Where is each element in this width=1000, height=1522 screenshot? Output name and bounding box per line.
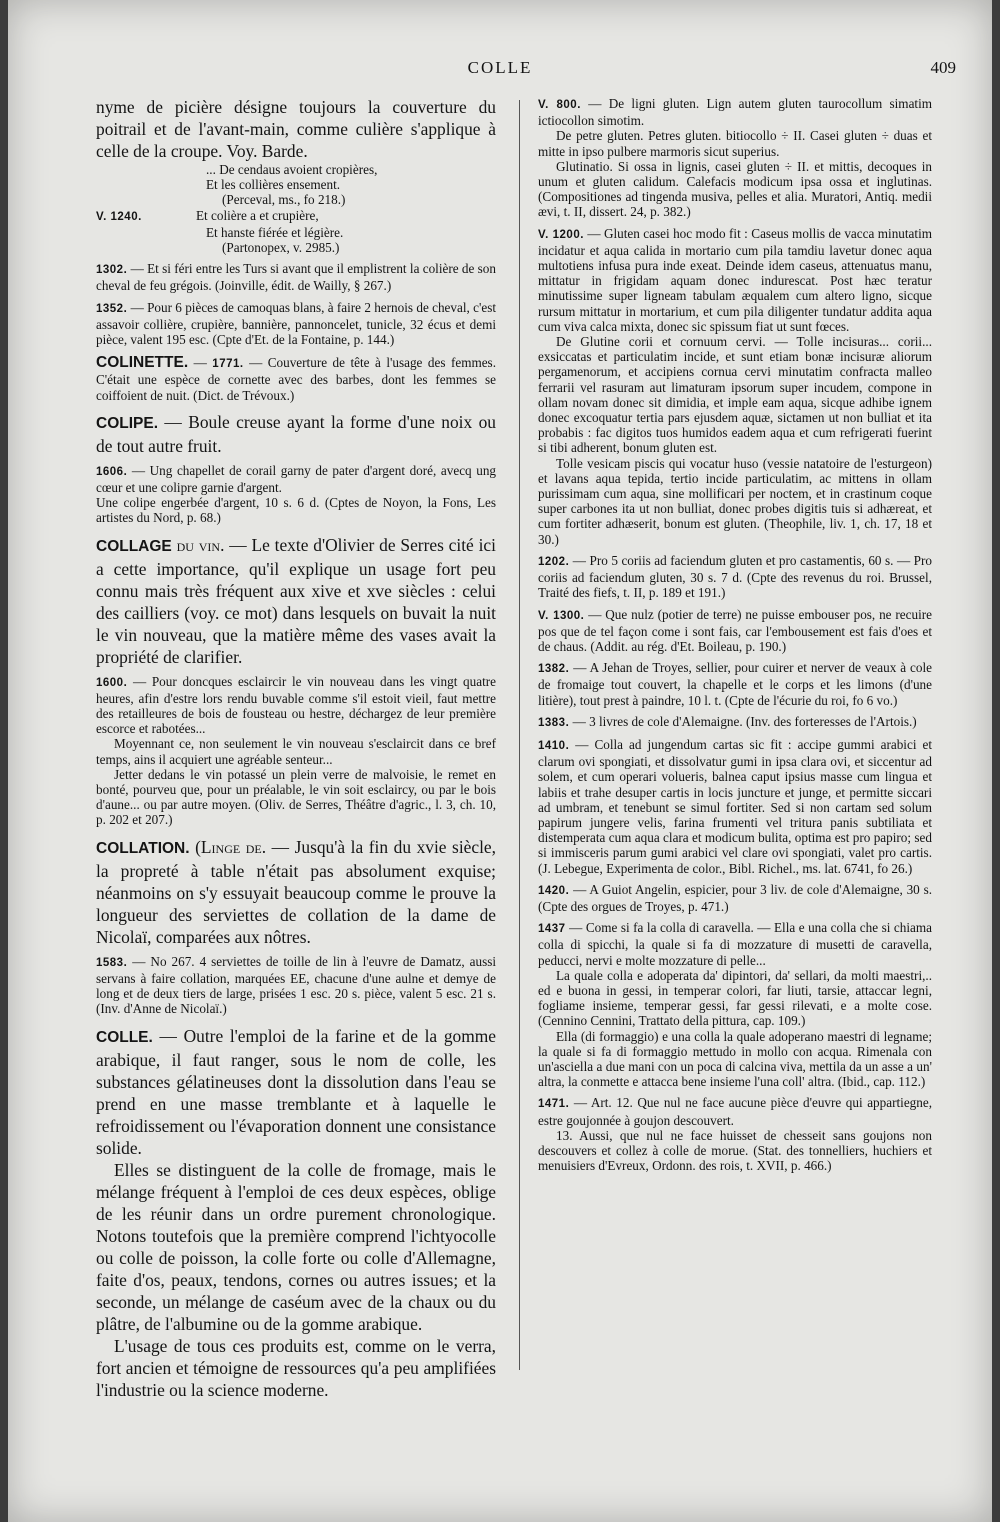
year-label: 1600. — [96, 676, 128, 689]
left-column — [96, 96, 496, 1401]
verse-line: V. 1240. Et colière a et crupière, — [96, 208, 496, 225]
page-number: 409 — [930, 58, 956, 77]
paragraph: La quale colla e adoperata da' dipintori, da' sellari, da molti maestri,.. ed e buona in gessi, in temperar colori, far liuti, tarsie, attaccar legni, fogliame insieme, temperar gessi, far gessi rilevati, e a molte cose. (Cennino Cennini, Trattato della pittura, cap. 109.) — [538, 967, 932, 1029]
entry-colle: COLLE. — Outre l'emploi de la farine et de la gomme arabique, il faut ranger, sous le nom de colle, les substances gélatineuses dont la dissolution dans l'eau se prend en une masse tremblante et à laquelle le refroidissement ou l'évaporation donnent une consistance solide. — [96, 1025, 496, 1158]
headword: COLIPE. — [96, 414, 159, 432]
paragraph: 13. Aussi, que nul ne face huisset de chesseit sans goujons non descouvers et collez à colle de morue. (Stat. des tonnelliers, huchiers et menuisiers d'Evreux, Ordonn. des rois, t. XVII, p. 466.) — [538, 1127, 932, 1174]
paragraph: De petre gluten. Petres gluten. bitiocollo ÷ II. Casei gluten ÷ duas et mitte in ipso pulbere marmoris sicut superius. — [538, 128, 932, 159]
paragraph: Ella (di formaggio) e una colla la quale adoperano maestri di legname; la quale si fa di formaggio mettudo in mollo con acqua. Rimenala con un'asciella a due mani con un poca di calcina viva, mettila da un asse a un' altra, la conmette e attacca bene insieme l'una coll' altra. (Ibid., cap. 112.) — [538, 1028, 932, 1090]
year-label: 1771. — [212, 358, 244, 371]
paragraph: Jetter dedans le vin potassé un plein verre de malvoisie, le remet en bonté, pourveu que, pour un préalable, le vin soit esclaircy, ou par le bois d'aune... ou par autre moyen. (Oliv. de Serres, Théâtre d'agric., l. 3, ch. 10, p. 202 et 207.) — [96, 766, 496, 828]
entry-1383: 1383. — 3 livres de cole d'Alemaigne. (Inv. des forteresses de l'Artois.) — [538, 713, 917, 729]
year-label: 1437 — [538, 923, 566, 936]
headword-sub: du vin. — [176, 534, 225, 555]
entry-1202: 1202. — Pro 5 coriis ad faciendum gluten et pro castamentis, 60 s. — Pro coriis ad faciendum gluten, 30 s. 7 d. (Cpte des revenus du roi. Brussel, Traité des fiefs, t. II, p. 189 et 191.) — [538, 552, 932, 601]
year-label: 1410. — [538, 739, 570, 752]
year-label: 1352. — [96, 302, 128, 315]
year-label: V. 800. — [538, 99, 581, 111]
entry-1600: 1600. — Pour doncques esclaircir le vin nouveau dans les vingt quatre heures, afin d'estre lors rendu buvable comme s'il estoit vieil, faut mettre des retailleures de bois de fousteau ou hestre, déchargez de leur première escorce et rabotées... — [96, 673, 496, 737]
year-label: 1420. — [538, 884, 570, 897]
column-divider — [519, 100, 520, 1370]
year-label: 1471. — [538, 1098, 570, 1111]
year-label: V. 1200. — [538, 228, 584, 241]
right-column — [538, 96, 932, 1173]
paragraph: L'usage de tous ces produits est, comme on le verra, fort ancien et témoigne de ressources qu'a peu amplifiées l'industrie ou la science moderne. — [96, 1335, 496, 1400]
paragraph: Glutinatio. Si ossa in lignis, casei gluten ÷ II. et mittis, decoques in unum et gluten calidum. Calefacis modicum ipsa ossa et inglutinas. (Compositiones ad tingenda musiva, pelles et alia. Muratori, Antiq. medii ævi, t. II, dissert. 24, p. 382.) — [538, 158, 932, 220]
entry-1420: 1420. — A Guiot Angelin, espicier, pour 3 liv. de cole d'Alemaigne, 30 s. (Cpte des orgues de Troyes, p. 471.) — [538, 881, 932, 914]
verse-line: ... De cendaus avoient cropières, — [206, 162, 378, 177]
year-label: 1606. — [96, 465, 128, 478]
verse-citation: (Perceval, ms., fo 218.) — [222, 192, 346, 208]
headword-sub: (Linge de. — [195, 836, 267, 857]
paragraph: Tolle vesicam piscis qui vocatur huso (vessie natatoire de l'esturgeon) et lavans aqua tepida, tertio incide particulatim, ac mittens in ollam purissimam cum aqua, sine mollificari per noctem, et in crastinum coque super carbones ita ut non bulliat, donec probes digitis tuis si adhæreat, et cum fortiter adhæserit, bonum est gluten. (Theophile, liv. 1, ch. 17, 18 et 30.) — [538, 455, 932, 547]
entry-1410: 1410. — Colla ad jungendum cartas sic fit : accipe gummi arabici et clarum ovi spongiati, et dissolvatur gumi in ipsa clara ovi, et siccentur ad solem, et cum operari volueris, balnea caput ipsius masse cum lingua et labiis et trahe desuper cartis in locis juncture et junge, et permitte siccari ad umbram, et tenebunt se simul fortiter. Sed si non cartam sed solum papirum jungere velis, farina frumenti vel tritura panis subtiliata et distemperata cum aqua clara et modicum bulita, optima est pro papiro; sed si immisceris parum gumi arabici vel clare ovi spongiati, valet pro cartis. (J. Lebegue, Experimenta de color., Bibl. Richel., ms. lat. 6741, fo 26.) — [538, 736, 933, 876]
paragraph: nyme de picière désigne toujours la couverture du poitrail et de l'avant-main, comme culière s'applique à celle de la croupe. Voy. Barde. — [96, 97, 496, 161]
entry-1471: 1471. — Art. 12. Que nul ne face aucune pièce d'euvre qui appartiegne, estre goujonnée à goujon descouvert. — [538, 1095, 933, 1128]
headword: COLLE. — [96, 1028, 153, 1046]
year-label: 1583. — [96, 956, 128, 969]
paragraph: Elles se distinguent de la colle de fromage, mais le mélange fréquent à l'emploi de ces deux espèces, oblige de les réunir dans un ordre purement chronologique. Notons toutefois que la première comprend l'ichtyocolle ou colle de poisson, la colle forte ou colle d'Allemagne, faite d'os, peaux, tendons, cornes ou autres issues; et la seconde, un mélange de caséum avec de la chaux ou du plâtre, de l'albumine ou de la gomme arabique. — [96, 1159, 496, 1334]
verse-line: Et les collières ensement. — [206, 177, 341, 193]
book-page — [8, 0, 992, 1522]
entry-1583: 1583. — No 267. 4 serviettes de toille de lin à l'euvre de Damatz, aussi servans à faire collation, marquées EE, chacune d'une aulne et demye de long et de deux tiers de large, prisées 1 esc. 20 s. pièce, valent 5 esc. 21 s. (Inv. d'Anne de Nicolaï.) — [96, 953, 497, 1017]
paragraph: Une colipe engerbée d'argent, 10 s. 6 d. (Cptes de Noyon, la Fons, Les artistes du Nord, p. 68.) — [96, 495, 496, 526]
entry-1382: 1382. — A Jehan de Troyes, sellier, pour cuirer et nerver de veaux à cole de fromaige tout couvert, la chapelle et le corps et les limons (d'une litière), tout prest à paindre, 10 l. t. (Cpte de l'écurie du roi, fo 6 vo.) — [538, 660, 932, 708]
entry-1606: 1606. — Ung chapellet de corail garny de pater d'argent doré, avecq ung cœur et une colipre garnie d'argent. — [96, 462, 497, 496]
paragraph: De Glutine corii et cornuum cervi. — Tolle incisuras... corii... exsiccatas et particulatim incide, et sunt etiam bonæ incisuræ aliorum pergamenorum, et accipiens cornua cervi minutatim confracta malleo ferrarii vel rasuram aut limaturam ipsorum super incudem, compone in ollam novam donec sit dimidia, et imple eam aqua, sicque adhibe ignem donec excoquatur tertia pars ejusdem aquæ, sictamen ut non bulliat et ita probabis : fac digitos tuos humidos eadem aqua et cum refrigerati fuerint si tibi adherent, bonum gluten est. — [538, 334, 932, 456]
year-label: 1302. — [96, 264, 128, 277]
year-label: 1383. — [538, 716, 570, 729]
year-label: 1382. — [538, 663, 570, 676]
entry-colinette: COLINETTE. — 1771. — Couverture de tête à l'usage des femmes. C'était une espèce de cornette avec des barbes, dont les femmes se coiffoient de nuit. (Dict. de Trévoux.) — [96, 354, 496, 403]
headword: COLLATION. — [96, 839, 190, 857]
verse-number: V. 1240. — [96, 210, 142, 223]
entry-collage: COLLAGE du vin. — Le texte d'Olivier de Serres cité ici a cette importance, qu'il explique un usage fort peu connu mais très fréquent aux xive et xve siècles : celui des cailliers (voy. ce mot) dans lesquels on buvait la nuit le vin nouveau, que la matière même des vases avait la propriété de clarifier. — [96, 534, 496, 667]
entry-collation: COLLATION. (Linge de. — Jusqu'à la fin du xvie siècle, la propreté à table n'était pas absolument exquise; néanmoins on s'y essuyait beaucoup comme le prouve la longueur des serviettes de collation de la dame de Nicolaï, comparées aux nôtres. — [96, 836, 496, 947]
entry-1352: 1352. — Pour 6 pièces de camoquas blans, à faire 2 hernois de cheval, c'est assavoir collière, crupière, bannière, pannoncelet, tunicle, 32 écus et demi pièce, valent 195 esc. (Cpte d'Et. de la Fontaine, p. 144.) — [96, 299, 496, 348]
page-title: COLLE — [467, 58, 533, 77]
year-label: V. 1300. — [538, 609, 585, 622]
entry-v1300: V. 1300. — Que nulz (potier de terre) ne puisse embouser pos, ne recuire pos que de tel façon come i sont fais, car l'embousement est fais d'oes et de chaus. (Addit. au rég. d'Et. Boileau, p. 190.) — [538, 606, 932, 654]
headword: COLINETTE. — [96, 354, 189, 372]
year-label: 1202. — [538, 555, 570, 568]
verse-line: Et hanste fiérée et légière. — [206, 224, 344, 240]
paragraph: Moyennant ce, non seulement le vin nouveau s'esclaircit dans ce bref temps, ains il acquiert une agréable senteur... — [96, 736, 496, 767]
verse-citation: (Partonopex, v. 2985.) — [222, 240, 340, 256]
entry-colipe: COLIPE. — Boule creuse ayant la forme d'une noix ou de tout autre fruit. — [96, 411, 496, 456]
entry-1437: 1437 — Come si fa la colla di caravella. — Ella e una colla che si chiama colla di spicchi, la quale si fa di mozzature di musetti de caravella, peducci, nervi e molte mozzature di pelle... — [538, 920, 932, 968]
headword: COLLAGE — [96, 537, 172, 555]
entry-v800: V. 800. — De ligni gluten. Lign autem gluten taurocollum simatim ictiocollon simotim. — [538, 96, 933, 129]
entry-v1200: V. 1200. — Gluten casei hoc modo fit : Caseus mollis de vacca minutatim incidatur et aqua calida in mortario cum pila tamdiu lavetur donec aqua multotiens infusa pura inde exeat. Deinde idem caseus, attenuatus manu, mittatur in frigidam aquam donec indurescat. Post hæc teratur minutissime super ligneam tabulam æqualem cum altero ligno, sicque rursum mittatur in mortarium, et cum pila diligenter tundatur addita aqua cum viva calca mixta, donec sic spissum fiat ut sunt fœces. — [538, 225, 932, 334]
entry-1302: 1302. — Et si féri entre les Turs si avant que il emplistrent la colière de son cheval de feu grégois. (Joinville, édit. de Wailly, § 267.) — [96, 261, 496, 294]
